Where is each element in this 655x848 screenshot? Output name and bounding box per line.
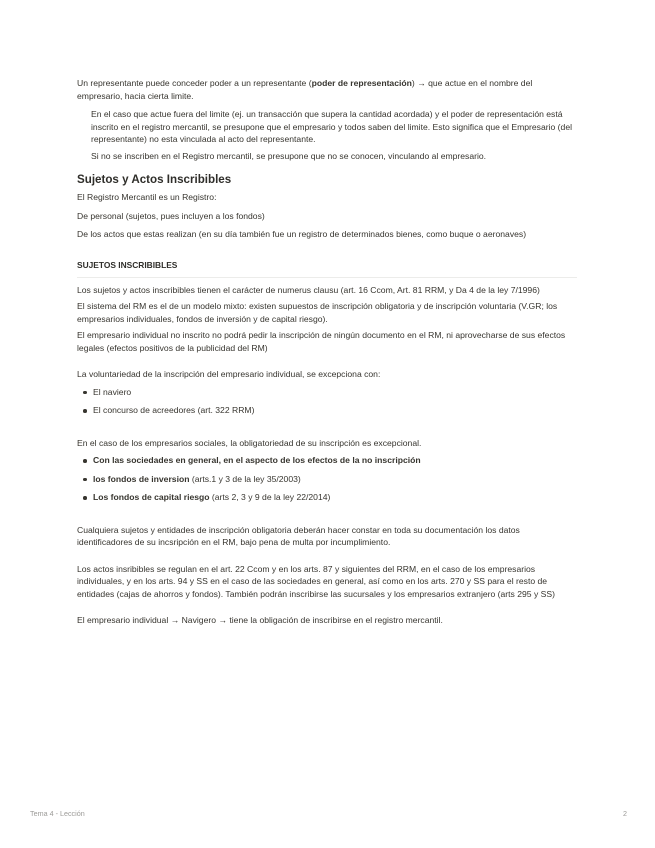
page-number: 2	[623, 809, 627, 818]
paragraph-representation: Un representante puede conceder poder a un representante (poder de representación) → que actue en el nombre del empresario, hacia cierta limite.	[77, 78, 533, 101]
heading-sujetos-inscribibles: SUJETOS INSCRIBIBLES	[77, 259, 577, 278]
list-item: El naviero	[77, 386, 577, 399]
paragraph-registro: El Registro Mercantil es un Registro:	[77, 192, 217, 202]
list-item: El concurso de acreedores (art. 322 RRM)	[77, 404, 577, 417]
list-item: los fondos de inversion (arts.1 y 3 de la ley 35/2003)	[77, 473, 577, 486]
paragraph-limit-case: En el caso que actue fuera del limite (ej. un transacción que supera la cantidad acordada) y el poder de representación está inscrito en el registro mercantil, se presupone que el empresario y todos saben del limite. Esto significa que el Empresario (del representante) no esta vinculada al acto del representante.	[91, 109, 573, 144]
bold-term: poder de representación	[311, 78, 412, 88]
list-item: Con las sociedades en general, en el aspecto de los efectos de la no inscripción	[77, 454, 577, 467]
paragraph-numerus-clausu: Los sujetos y actos inscribibles tienen el carácter de numerus clausu (art. 16 Ccom, Art. 81 RRM, y Da 4 de la ley 7/1996)	[77, 284, 540, 295]
paragraph-documentacion: Cualquiera sujetos y entidades de inscripción obligatoria deberán hacer constar en toda su documentación los datos identificadores de su incsripción en el RM, bajo pena de multa por incumplimiento.	[77, 524, 520, 547]
paragraph-personal: De personal (sujetos, pues incluyen a los fondos)	[77, 210, 265, 221]
paragraph-no-inscrito: El empresario individual no inscrito no podrá pedir la inscripción de ningún documento en el RM, ni aprovecharse de sus efectos legales (efectos positivos de la publicidad del RM)	[77, 330, 566, 353]
paragraph-not-registered: Si no se inscriben en el Registro mercantil, se presupone que no se conocen, vinculando al empresario.	[91, 150, 487, 161]
paragraph-actos: De los actos que estas realizan (en su día también fue un registro de determinados bienes, como buque o aeronaves)	[77, 229, 527, 239]
heading-sujetos-actos: Sujetos y Actos Inscribibles	[77, 173, 232, 186]
list-exceptions	[77, 386, 577, 417]
paragraph-empresarios-sociales: En el caso de los empresarios sociales, la obligatoriedad de su inscripción es excepcional.	[77, 437, 422, 448]
paragraph-actos-inscribibles: Los actos insribibles se regulan en el art. 22 Ccom y en los arts. 87 y siguientes del RRM, en el caso de los empresarios individuales, y en los arts. 94 y SS en el caso de las sociedades en general, así como en los arts. 270 y SS para el resto de entidades (cajas de ahorros y fondos). También podrán inscribirse las sucursales y los empresarios extranjero (arts 295 y SS)	[77, 563, 555, 599]
paragraph-naviero: El empresario individual → Navigero → tiene la obligación de inscribirse en el registro mercantil.	[77, 615, 443, 625]
document-page	[77, 77, 577, 627]
footer-title: Tema 4 - Lección	[30, 809, 85, 818]
list-obligatoriedad	[77, 454, 577, 504]
list-item: Los fondos de capital riesgo (arts 2, 3 y 9 de la ley 22/2014)	[77, 491, 577, 504]
paragraph-sistema-mixto: El sistema del RM es el de un modelo mixto: existen supuestos de inscripción obligatoria y de inscripción voluntaria (V.GR; los empresarios individuales, fondos de inversión y de capital riesgo).	[77, 301, 558, 324]
paragraph-voluntariedad: La voluntariedad de la inscripción del empresario individual, se excepciona con:	[77, 369, 381, 379]
